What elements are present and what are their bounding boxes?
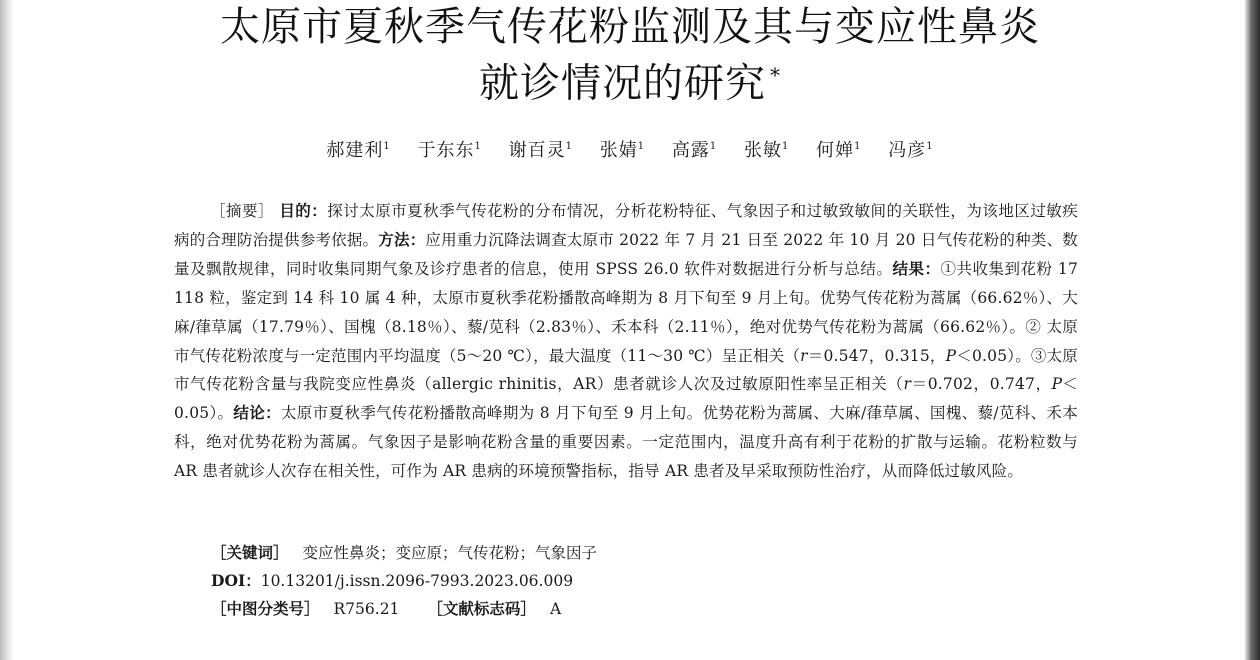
author bbox=[888, 140, 933, 161]
author-name: 高露 bbox=[671, 140, 710, 161]
keywords-line bbox=[211, 543, 597, 563]
author-affiliation: 1 bbox=[474, 141, 482, 152]
methods-label: 方法： bbox=[378, 229, 426, 249]
objective-label: 目的： bbox=[279, 201, 328, 220]
viewer-scrollbar-edge bbox=[1244, 0, 1260, 660]
author-name: 张敏 bbox=[743, 140, 782, 161]
abstract-label: ［摘要］ bbox=[210, 202, 274, 220]
author-affiliation: 1 bbox=[565, 141, 574, 152]
abstract-paragraph bbox=[174, 197, 1078, 486]
paper-title-line-2-text: 就诊情况的研究 bbox=[479, 60, 766, 107]
author-list bbox=[150, 136, 1110, 162]
author bbox=[816, 140, 861, 161]
author-name: 郝建利 bbox=[326, 140, 384, 161]
r-symbol: r bbox=[800, 346, 808, 365]
author-affiliation: 1 bbox=[709, 141, 718, 152]
doc-code-value: A bbox=[549, 600, 562, 618]
keywords-value: 变应性鼻炎；变应原；气传花粉；气象因子 bbox=[302, 544, 598, 562]
author-affiliation: 1 bbox=[781, 141, 790, 152]
clc-value: R756.21 bbox=[333, 600, 400, 618]
author bbox=[326, 140, 390, 161]
author-affiliation: 1 bbox=[637, 141, 646, 152]
author-affiliation: 1 bbox=[926, 141, 934, 152]
paper-title-line-1: 太原市夏秋季气传花粉监测及其与变应性鼻炎 bbox=[220, 4, 1040, 50]
results-text: ＜0.05）。③太原市气传花粉含量与我院变应性鼻炎（allergic rhinitis，AR）患者就诊人次及过敏原阳性率呈正相关（ bbox=[174, 346, 1079, 394]
author-name: 张婧 bbox=[599, 140, 638, 161]
author bbox=[744, 140, 789, 161]
methods-text: 应用重力沉降法调查太原市 2022 年 7 月 21 日至 2022 年 10 月 20 日气传花粉的种类、数量及飘散规律，同时收集同期气象及诊疗患者的信息，使用 SPSS 26.0 软件对数据进行分析与总结。 bbox=[174, 230, 1078, 278]
objective-text: 探讨太原市夏秋季气传花粉的分布情况，分析花粉特征、气象因子和过敏致敏间的关联性，为该地区过敏疾病的合理防治提供参考依据。 bbox=[174, 202, 1078, 249]
viewer-left-edge bbox=[0, 0, 14, 660]
conclusion-label: 结论： bbox=[233, 403, 281, 423]
doc-code-label: ［文献标志码］ bbox=[427, 599, 536, 618]
results-text: ＝0.547，0.315， bbox=[807, 346, 946, 365]
doi-label: DOI： bbox=[211, 571, 261, 590]
r-symbol: r bbox=[903, 375, 912, 394]
doi-line bbox=[211, 571, 573, 591]
doi-value: 10.13201/j.issn.2096-7993.2023.06.009 bbox=[260, 572, 574, 590]
author-name: 何婵 bbox=[816, 140, 855, 161]
author-name: 于东东 bbox=[417, 140, 475, 161]
author bbox=[672, 140, 717, 161]
results-text: ＜0.05）。 bbox=[174, 375, 1078, 423]
author-name: 冯彦 bbox=[888, 140, 927, 161]
conclusion-text: 太原市夏秋季气传花粉播散高峰期为 8 月下旬至 9 月上旬。优势花粉为蒿属、大麻/葎草属、国槐、藜/苋科、禾本科，绝对优势花粉为蒿属。气象因子是影响花粉含量的重要因素。一定范围内，温度升高有利于花粉的扩散与运输。花粉粒数与 AR 患者就诊人次存在相关性，可作为 AR 患病的环境预警指标，指导 AR 患者及早采取预防性治疗，从而降低过敏风险。 bbox=[174, 404, 1078, 481]
title-footnote-mark: * bbox=[770, 63, 781, 87]
keywords-label: ［关键词］ bbox=[211, 543, 289, 562]
author-affiliation: 1 bbox=[854, 141, 862, 152]
clc-label: ［中图分类号］ bbox=[211, 599, 320, 618]
results-text: ①共收集到花粉 17 118 粒，鉴定到 14 科 10 属 4 种，太原市夏秋季花粉播散高峰期为 8 月下旬至 9 月上旬。优势气传花粉为蒿属（66.62％）、大麻/葎草属（17.79％）、国槐（8.18％）、藜/苋科（2.83％）、禾本科（2.11％），绝对优势气传花粉为蒿属（66.62％）。② 太原市气传花粉浓度与一定范围内平均温度（5～20 ℃），最大温度（11～30 ℃）呈正相关（ bbox=[174, 259, 1079, 365]
p-symbol: P bbox=[1051, 375, 1063, 394]
author bbox=[600, 140, 645, 161]
classification-line bbox=[211, 599, 561, 619]
author-affiliation: 1 bbox=[383, 141, 391, 152]
results-text: ＝0.702，0.747， bbox=[911, 375, 1052, 394]
paper-title-line-2 bbox=[150, 50, 1110, 108]
author-name: 谢百灵 bbox=[508, 140, 566, 161]
author bbox=[418, 140, 482, 161]
p-symbol: P bbox=[945, 346, 957, 365]
author bbox=[509, 140, 573, 161]
results-label: 结果： bbox=[892, 258, 941, 278]
